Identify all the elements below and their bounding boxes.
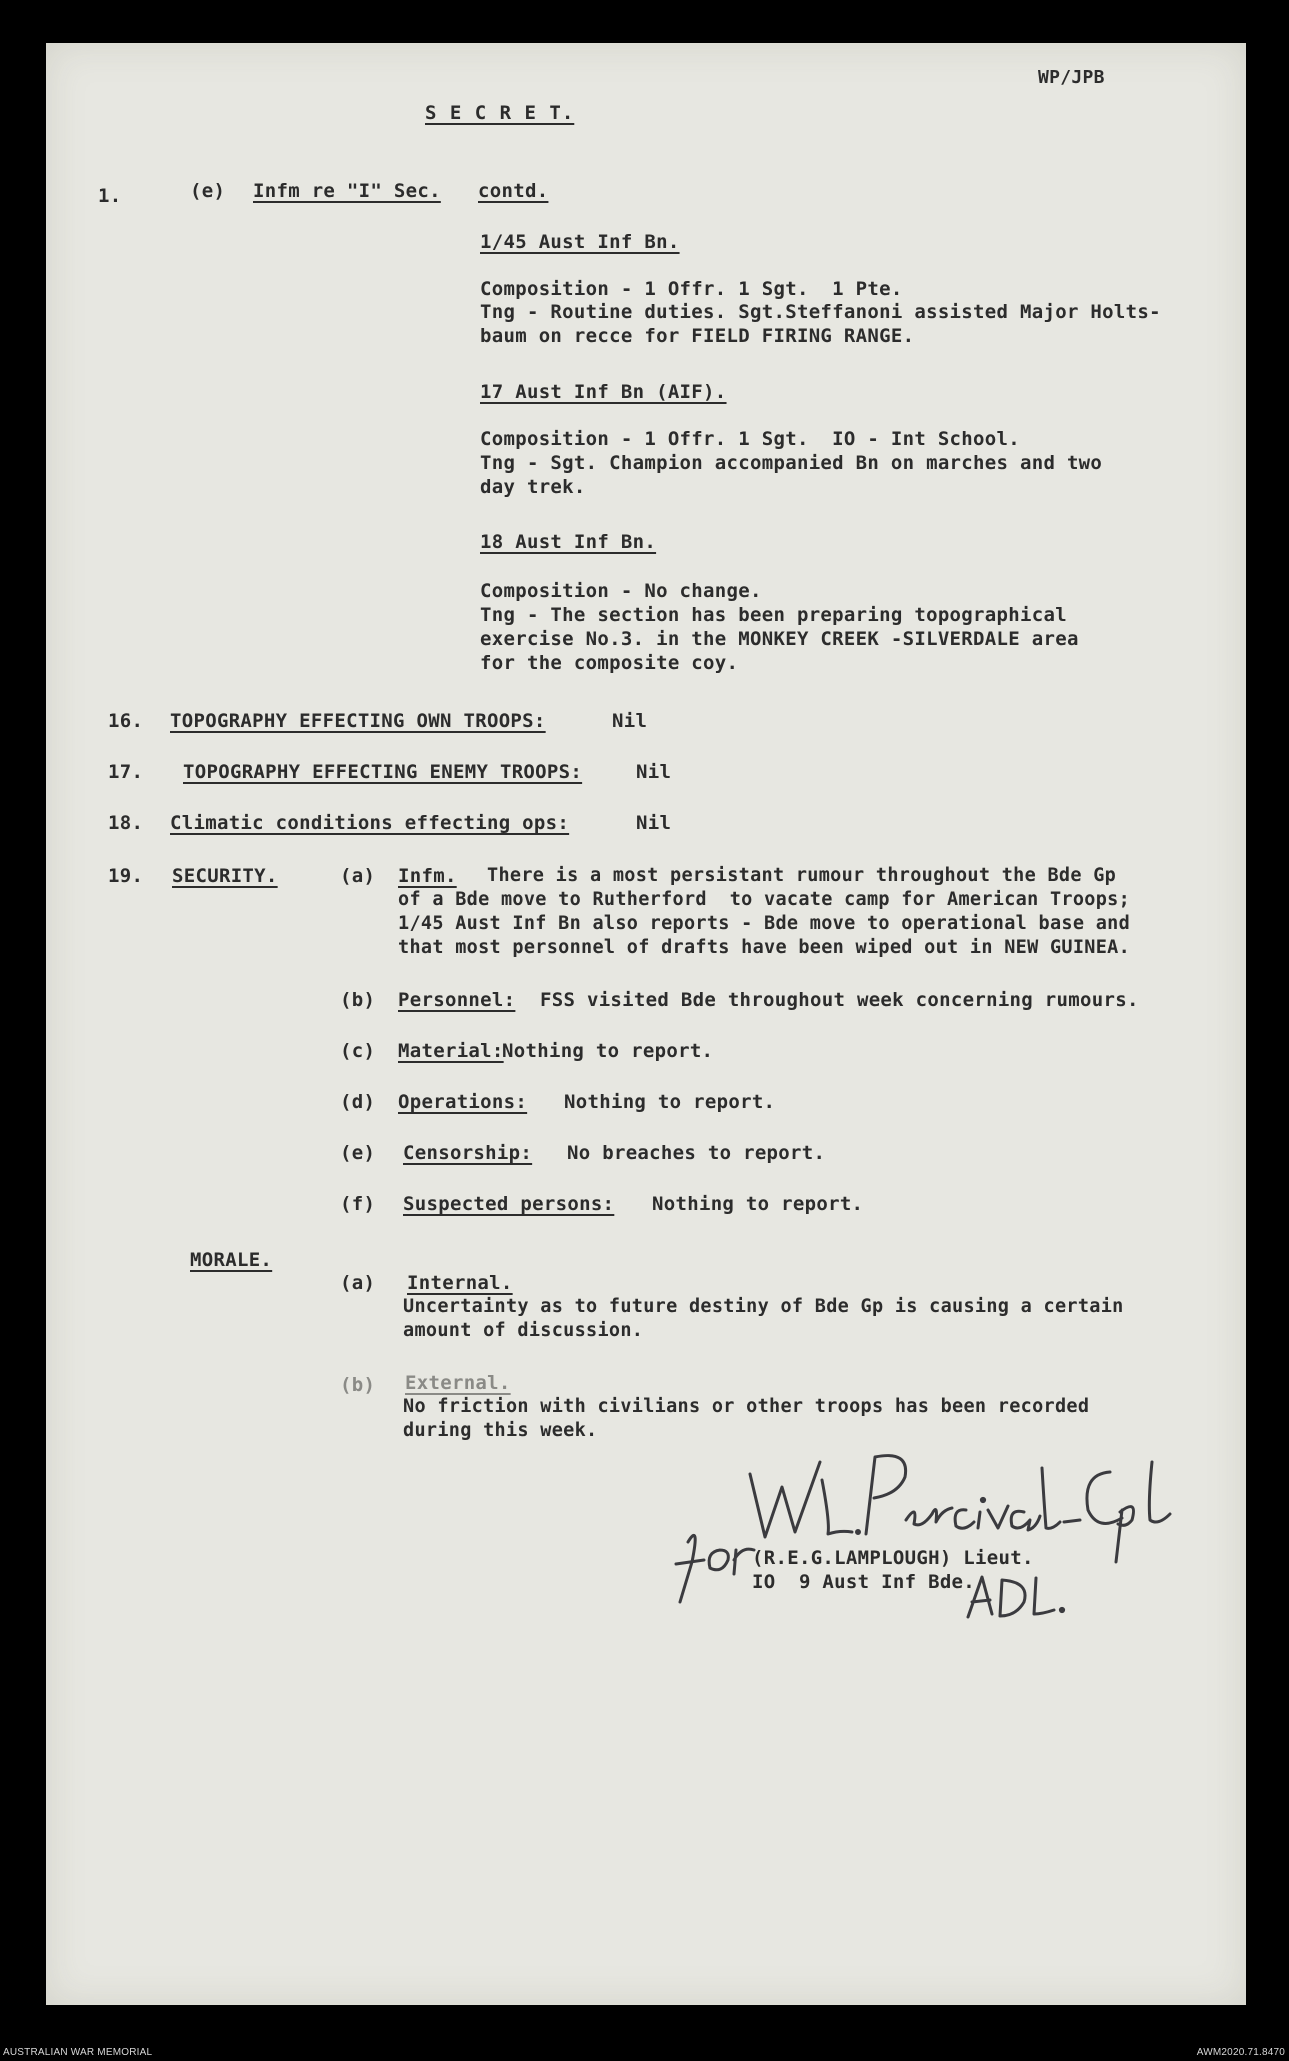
security-b-heading: Personnel: xyxy=(398,989,516,1011)
morale-b-heading: External. xyxy=(405,1372,511,1394)
security-d-heading: Operations: xyxy=(398,1091,528,1113)
footer-left: AUSTRALIAN WAR MEMORIAL xyxy=(3,2047,153,2058)
unit-line: Tng - Routine duties. Sgt.Steffanoni assisted Major Holts- xyxy=(480,301,1161,323)
item-value-17: Nil xyxy=(636,761,672,783)
item-value-16: Nil xyxy=(612,710,648,732)
security-a-label: (a) xyxy=(340,865,376,887)
unit-line: Composition - 1 Offr. 1 Sgt. 1 Pte. xyxy=(480,278,903,300)
security-a-line: There is a most persistant rumour throughout the Bde Gp xyxy=(487,865,1117,886)
item-number-18: 18. xyxy=(108,812,144,834)
unit-line: baum on recce for FIELD FIRING RANGE. xyxy=(480,325,915,347)
unit-line: Tng - The section has been preparing topographical xyxy=(480,604,1067,626)
unit-heading-18: 18 Aust Inf Bn. xyxy=(480,531,657,553)
unit-line: for the composite coy. xyxy=(480,652,739,674)
item-value-18: Nil xyxy=(636,812,672,834)
section-contd: contd. xyxy=(478,180,549,202)
security-title: SECURITY. xyxy=(172,865,278,887)
section-number: 1. xyxy=(98,185,122,207)
section-title: Infm re "I" Sec. xyxy=(253,180,441,202)
signatory-unit: IO 9 Aust Inf Bde. xyxy=(752,1571,976,1593)
security-a-heading: Infm. xyxy=(398,865,457,887)
footer-right: AWM2020.71.8470 xyxy=(1196,2047,1285,2058)
unit-line: Tng - Sgt. Champion accompanied Bn on marches and two xyxy=(480,452,1103,474)
unit-heading-17: 17 Aust Inf Bn (AIF). xyxy=(480,381,727,403)
signatory-name: (R.E.G.LAMPLOUGH) Lieut. xyxy=(752,1547,1034,1569)
morale-b-line: No friction with civilians or other troops has been recorded xyxy=(403,1396,1090,1417)
security-b-text: FSS visited Bde throughout week concerning rumours. xyxy=(540,989,1139,1011)
item-title-18: Climatic conditions effecting ops: xyxy=(170,812,570,834)
security-f-text: Nothing to report. xyxy=(652,1193,864,1215)
security-f-heading: Suspected persons: xyxy=(403,1193,615,1215)
security-e-label: (e) xyxy=(340,1142,376,1164)
section-sub-label: (e) xyxy=(190,180,226,202)
item-title-17: TOPOGRAPHY EFFECTING ENEMY TROOPS: xyxy=(183,761,583,783)
item-number-17: 17. xyxy=(108,761,144,783)
morale-title: MORALE. xyxy=(190,1249,273,1271)
security-b-label: (b) xyxy=(340,989,376,1011)
reference-code: WP/JPB xyxy=(1038,67,1105,88)
security-d-label: (d) xyxy=(340,1091,376,1113)
security-a-line: 1/45 Aust Inf Bn also reports - Bde move to operational base and xyxy=(398,913,1131,934)
security-a-line: of a Bde move to Rutherford to vacate camp for American Troops; xyxy=(398,889,1131,910)
security-a-line: that most personnel of drafts have been wiped out in NEW GUINEA. xyxy=(398,937,1131,958)
security-c-text: Nothing to report. xyxy=(502,1040,714,1062)
morale-a-label: (a) xyxy=(340,1272,376,1294)
unit-line: day trek. xyxy=(480,476,586,498)
morale-a-heading: Internal. xyxy=(407,1272,513,1294)
item-title-16: TOPOGRAPHY EFFECTING OWN TROOPS: xyxy=(170,710,546,732)
morale-a-line: amount of discussion. xyxy=(403,1320,644,1341)
item-number-19: 19. xyxy=(108,865,144,887)
security-e-heading: Censorship: xyxy=(403,1142,533,1164)
classification-heading: S E C R E T. xyxy=(425,102,575,124)
morale-a-line: Uncertainty as to future destiny of Bde Gp is causing a certain xyxy=(403,1296,1124,1317)
morale-b-label: (b) xyxy=(340,1374,376,1396)
security-c-label: (c) xyxy=(340,1040,376,1062)
security-f-label: (f) xyxy=(340,1193,376,1215)
unit-heading-1-45: 1/45 Aust Inf Bn. xyxy=(480,231,680,253)
morale-b-line: during this week. xyxy=(403,1420,598,1441)
unit-line: Composition - 1 Offr. 1 Sgt. IO - Int School. xyxy=(480,428,1020,450)
item-number-16: 16. xyxy=(108,710,144,732)
unit-line: exercise No.3. in the MONKEY CREEK -SILVERDALE area xyxy=(480,628,1079,650)
security-e-text: No breaches to report. xyxy=(567,1142,826,1164)
security-d-text: Nothing to report. xyxy=(564,1091,776,1113)
security-c-heading: Material: xyxy=(398,1040,504,1062)
unit-line: Composition - No change. xyxy=(480,580,762,602)
